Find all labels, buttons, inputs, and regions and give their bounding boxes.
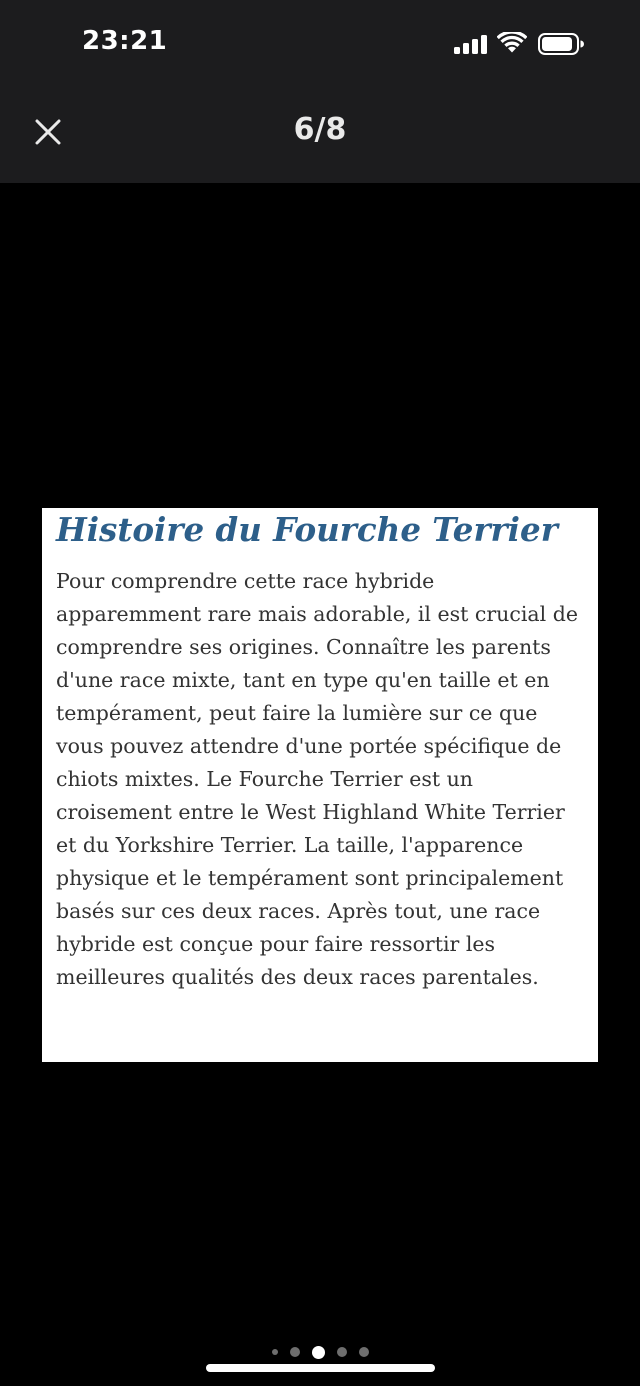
pager-dot-2[interactable] [290,1347,300,1357]
pager-dot-5[interactable] [359,1347,369,1357]
pager-dot-1[interactable] [272,1349,278,1355]
pager-dot-active[interactable] [312,1346,325,1359]
page-counter: 6/8 [293,112,347,147]
article-title: Histoire du Fourche Terrier [56,510,558,549]
pager-dot-4[interactable] [337,1347,347,1357]
status-icons [454,32,584,56]
wifi-icon [497,32,527,59]
article-body: Pour comprendre cette race hybride apparemment rare mais adorable, il est crucial de comprendre ses origines. Connaître les parents d'une race mixte, tant en type qu'en taille et en tempérament, peut faire la lumière sur ce que vous pouvez attendre d'une portée spécifique de chiots mixtes. Le Fourche Terrier est un croisement entre le West Highland White Terrier et du Yorkshire Terrier. La taille, l'apparence physique et le tempérament sont principalement basés sur ces deux races. Après tout, une race hybride est conçue pour faire ressortir les meilleures qualités des deux races parentales. [56,569,578,989]
viewer-top-bar [0,0,640,183]
pager-dots [0,1345,640,1359]
status-time: 23:21 [82,26,168,56]
home-indicator[interactable] [206,1364,435,1372]
article-image[interactable] [42,508,598,1062]
cellular-signal-icon [454,34,488,59]
battery-icon [538,33,584,60]
